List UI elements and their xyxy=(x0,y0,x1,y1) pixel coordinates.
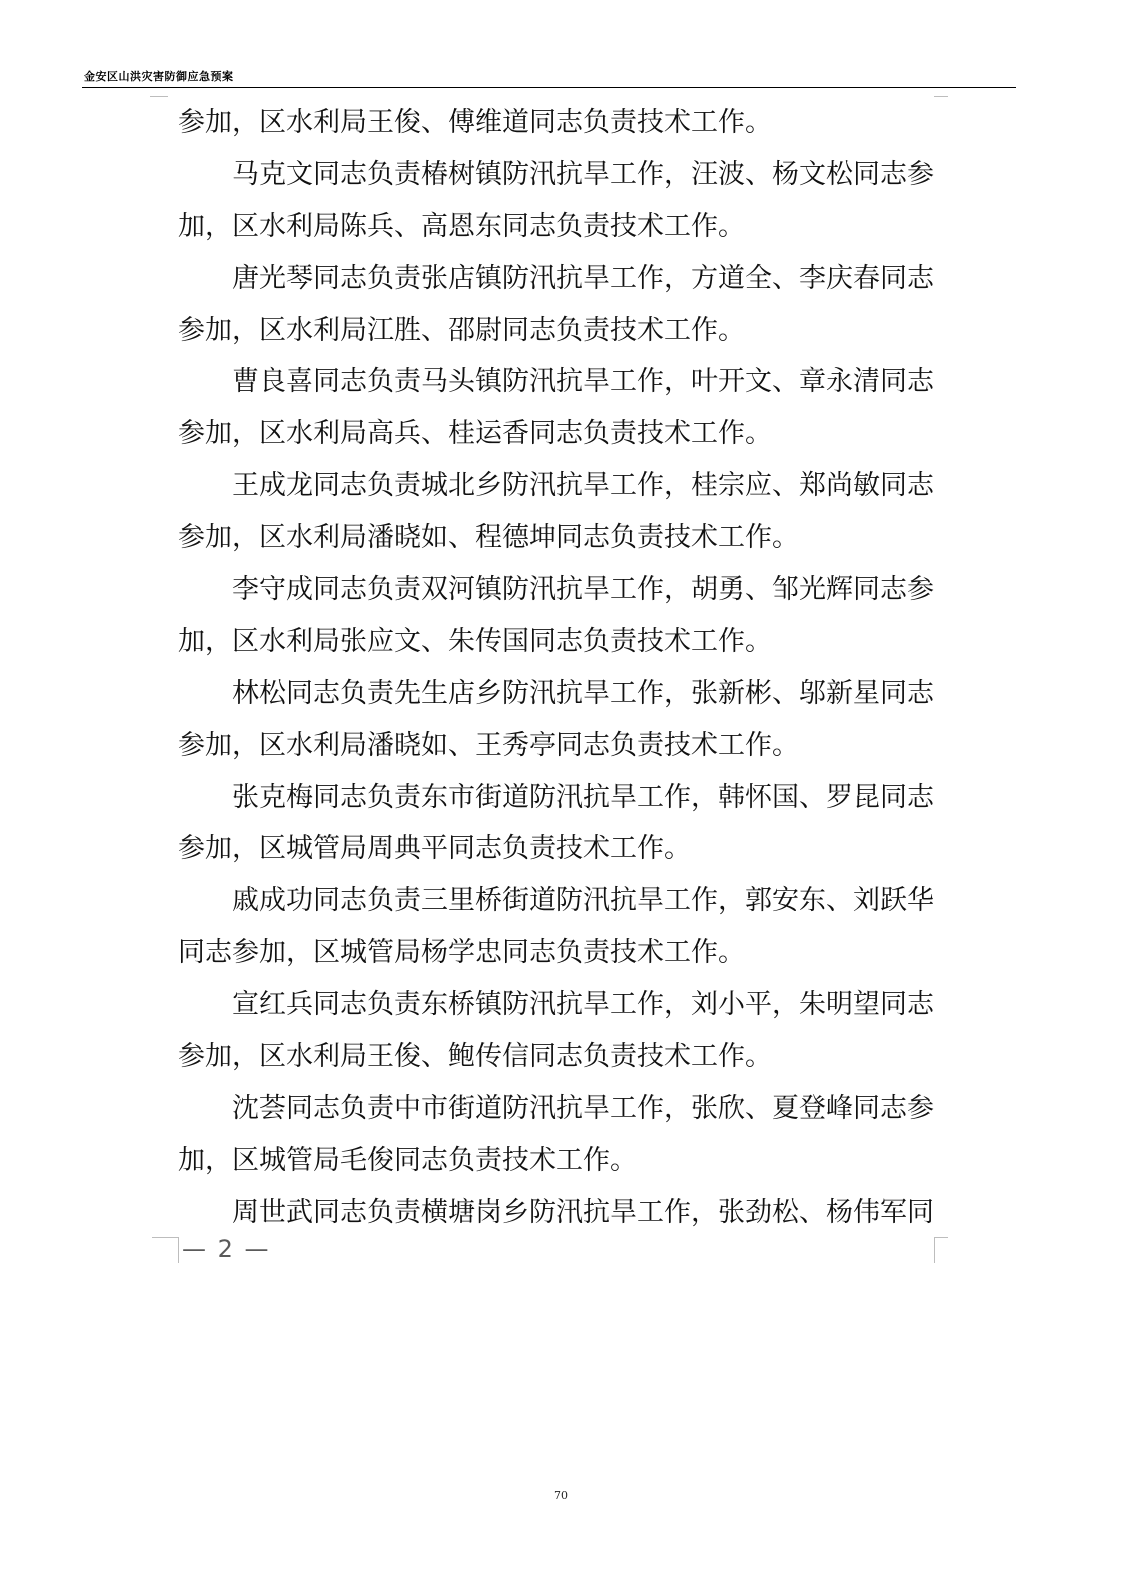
text-line: 王成龙同志负责城北乡防汛抗旱工作，桂宗应、郑尚敏同志 xyxy=(232,470,934,502)
text-line: 张克梅同志负责东市街道防汛抗旱工作，韩怀国、罗昆同志 xyxy=(232,781,934,813)
text-line: 加，区水利局陈兵、高恩东同志负责技术工作。 xyxy=(178,210,745,242)
text-line: 加，区城管局毛俊同志负责技术工作。 xyxy=(178,1144,637,1176)
text-line: 戚成功同志负责三里桥街道防汛抗旱工作，郭安东、刘跃华 xyxy=(232,885,934,917)
body-text xyxy=(178,97,942,1239)
text-line: 参加，区水利局高兵、桂运香同志负责技术工作。 xyxy=(178,418,772,450)
crop-mark-top-left xyxy=(150,96,168,97)
inner-page-number: — 2 — xyxy=(182,1235,271,1263)
text-line: 参加，区水利局潘晓如、王秀亭同志负责技术工作。 xyxy=(178,729,799,761)
text-line: 宣红兵同志负责东桥镇防汛抗旱工作，刘小平，朱明望同志 xyxy=(232,989,934,1021)
text-line: 唐光琴同志负责张店镇防汛抗旱工作，方道全、李庆春同志 xyxy=(232,262,934,294)
text-line: 林松同志负责先生店乡防汛抗旱工作，张新彬、邬新星同志 xyxy=(232,677,934,709)
text-line: 周世武同志负责横塘岗乡防汛抗旱工作，张劲松、杨伟军同 xyxy=(232,1196,934,1228)
text-line: 沈荟同志负责中市街道防汛抗旱工作，张欣、夏登峰同志参 xyxy=(232,1092,934,1124)
header-rule xyxy=(82,87,1016,88)
text-line: 李守成同志负责双河镇防汛抗旱工作，胡勇、邹光辉同志参 xyxy=(232,574,934,606)
text-line: 马克文同志负责椿树镇防汛抗旱工作，汪波、杨文松同志参 xyxy=(232,158,934,190)
text-line: 加，区水利局张应文、朱传国同志负责技术工作。 xyxy=(178,625,772,657)
page-number: 70 xyxy=(554,1489,568,1502)
text-line: 参加，区水利局王俊、鲍传信同志负责技术工作。 xyxy=(178,1041,772,1073)
crop-mark-bottom-right-v xyxy=(934,1237,935,1263)
text-line: 参加，区城管局周典平同志负责技术工作。 xyxy=(178,833,691,865)
text-line: 曹良喜同志负责马头镇防汛抗旱工作，叶开文、章永清同志 xyxy=(232,366,934,398)
text-line: 参加，区水利局江胜、邵尉同志负责技术工作。 xyxy=(178,314,745,346)
crop-mark-bottom-left-h xyxy=(152,1237,178,1238)
text-line: 同志参加，区城管局杨学忠同志负责技术工作。 xyxy=(178,937,745,969)
page-header-title: 金安区山洪灾害防御应急预案 xyxy=(84,70,234,83)
text-line: 参加，区水利局王俊、傅维道同志负责技术工作。 xyxy=(178,107,772,138)
crop-mark-bottom-left-v xyxy=(178,1237,179,1263)
text-line: 参加，区水利局潘晓如、程德坤同志负责技术工作。 xyxy=(178,522,799,554)
